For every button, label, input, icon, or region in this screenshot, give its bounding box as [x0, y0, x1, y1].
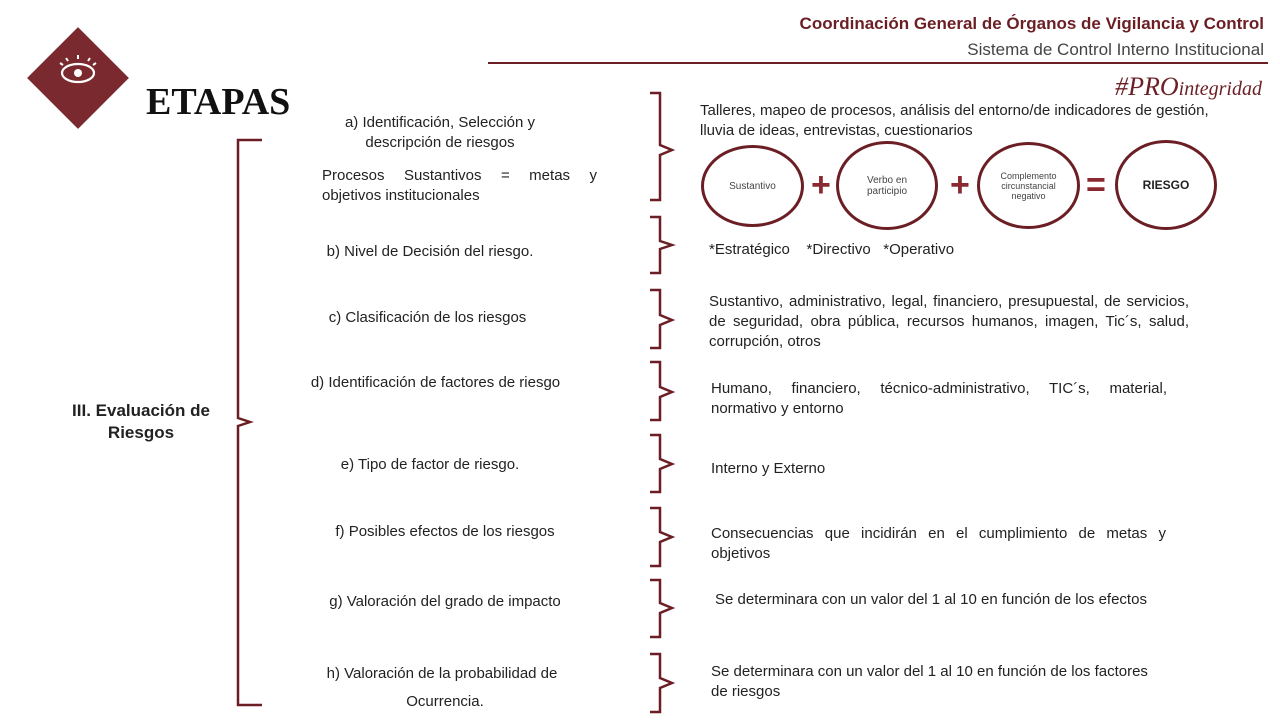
header-subtitle: Sistema de Control Interno Institucional [967, 40, 1264, 59]
item-e-desc: Interno y Externo [711, 460, 826, 477]
main-brace [238, 140, 262, 705]
formula-circle-complemento [977, 142, 1080, 229]
brand-suffix: integridad [1178, 78, 1262, 100]
item-f-label: f) Posibles efectos de los riesgos [335, 523, 555, 540]
item-a-desc: Talleres, mapeo de procesos, análisis del entorno/de indicadores de gestión, lluvia de ideas, entrevistas, cuestionarios [700, 102, 1209, 139]
item-b-label: b) Nivel de Decisión del riesgo. [326, 243, 534, 260]
brand-logo [1115, 72, 1262, 102]
brace-c [650, 290, 672, 348]
eye-logo-icon [27, 27, 129, 129]
item-b-desc: *Estratégico *Directivo *Operativo [709, 241, 955, 258]
formula-plus-1: + [811, 166, 831, 204]
item-e-label: e) Tipo de factor de riesgo. [340, 456, 520, 473]
formula-circle-verbo [836, 141, 938, 230]
item-d-desc: Humano, financiero, técnico-administrativo, TIC´s, material, normativo y entorno [711, 380, 1167, 417]
item-g-desc: Se determinara con un valor del 1 al 10 en función de los efectos [715, 591, 1147, 608]
formula-circle-sustantivo [701, 145, 804, 227]
item-a-label: a) Identificación, Selección y descripción de riesgos [344, 114, 536, 151]
item-f-desc: Consecuencias que incidirán en el cumplimiento de metas y objetivos [711, 525, 1166, 562]
item-g-label: g) Valoración del grado de impacto [329, 593, 561, 610]
header-title: Coordinación General de Órganos de Vigilancia y Control [799, 14, 1264, 33]
item-h-desc: Se determinara con un valor del 1 al 10 en función de los factores de riesgos [711, 663, 1148, 700]
item-a-note: Procesos Sustantivos = metas y objetivos institucionales [322, 167, 597, 204]
page-title: ETAPAS [146, 81, 291, 123]
header-divider [488, 62, 1268, 64]
formula-equals: = [1086, 166, 1106, 204]
brace-d [650, 362, 672, 420]
item-h-label: h) Valoración de la probabilidad de [326, 665, 558, 682]
brace-a [650, 93, 672, 200]
brace-h [650, 654, 672, 712]
brace-g [650, 580, 672, 637]
item-d-label: d) Identificación de factores de riesgo [310, 374, 561, 391]
brace-b [650, 217, 672, 273]
formula-circle-riesgo-label: RIESGO [1142, 178, 1190, 192]
formula-circle-verbo-label: Verbo en participio [866, 174, 908, 197]
formula-plus-2: + [950, 166, 970, 204]
formula-circle-sustantivo-label: Sustantivo [729, 180, 776, 192]
formula-circle-complemento-label: Complemento circunstancial negativo [1000, 170, 1057, 201]
brand-prefix: #PRO [1115, 72, 1179, 101]
formula-circle-riesgo [1115, 140, 1217, 230]
item-c-desc: Sustantivo, administrativo, legal, financiero, presupuestal, de servicios, de seguridad, obra pública, recursos humanos, imagen, Tic´s, salud, corrupción, otros [709, 293, 1189, 350]
brace-f [650, 508, 672, 566]
brace-e [650, 435, 672, 492]
section-label: III. Evaluación de Riesgos [72, 401, 210, 442]
item-h-label-2: Ocurrencia. [406, 693, 484, 710]
item-c-label: c) Clasificación de los riesgos [328, 309, 527, 326]
